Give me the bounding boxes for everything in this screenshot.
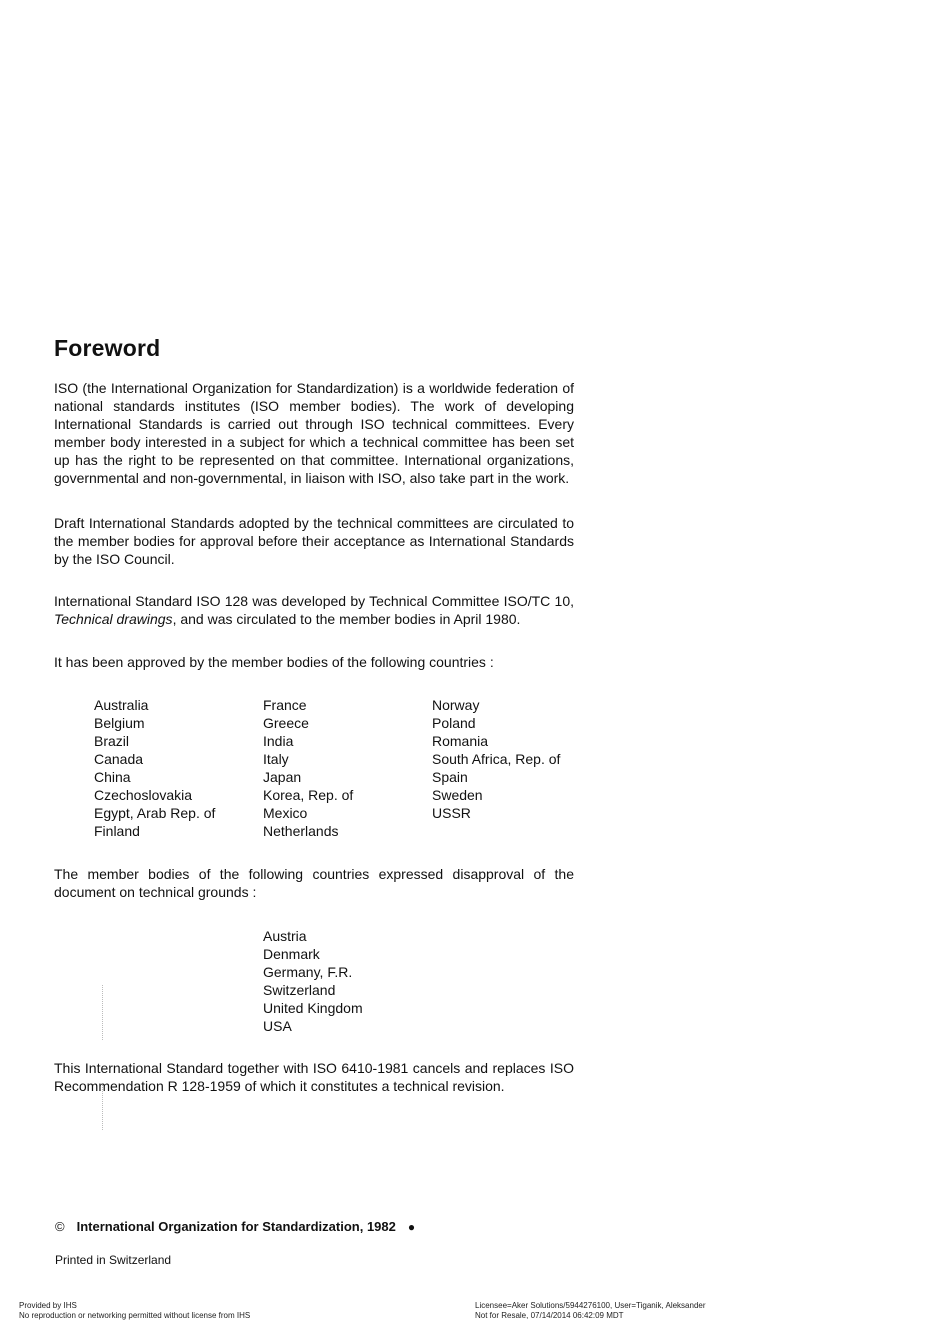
country-item: Denmark <box>263 946 320 962</box>
country-item: China <box>94 769 131 785</box>
copyright-text: International Organization for Standardization, 1982 <box>76 1219 396 1234</box>
country-item: Netherlands <box>263 823 339 839</box>
approval-paragraph: It has been approved by the member bodies of the following countries : <box>54 654 494 670</box>
bullet-icon: ● <box>407 1220 416 1234</box>
country-item: USA <box>263 1018 292 1034</box>
development-paragraph <box>54 592 574 628</box>
footer-resale-line: Not for Resale, 07/14/2014 06:42:09 MDT <box>475 1311 624 1320</box>
draft-standards-paragraph: Draft International Standards adopted by the technical committees are circulated to the member bodies for approval before their acceptance as International Standards by the ISO Council. <box>54 515 574 567</box>
country-item: Italy <box>263 751 289 767</box>
footer-licensee-line: Licensee=Aker Solutions/5944276100, User=Tiganik, Aleksander <box>475 1301 706 1310</box>
country-item: Norway <box>432 697 480 713</box>
footer-licensee <box>475 1301 706 1321</box>
footer-provider <box>19 1301 250 1321</box>
country-item: Germany, F.R. <box>263 964 353 980</box>
intro-paragraph: ISO (the International Organization for Standardization) is a worldwide federation of national standards institutes (ISO member bodies). The work of developing International Standards is carried out through ISO technical committees. Every member body interested in a subject for which a technical committee has been set up has the right to be represented on that committee. International organizations, governmental and non-governmental, in liaison with ISO, also take part in the work. <box>54 380 574 486</box>
printed-location: Printed in Switzerland <box>55 1253 172 1267</box>
copyright-notice <box>55 1219 415 1234</box>
country-item: Japan <box>263 769 302 785</box>
copyright-symbol: © <box>55 1219 65 1234</box>
disapproval-paragraph: The member bodies of the following countries expressed disapproval of the document on technical grounds : <box>54 866 574 900</box>
country-item: Austria <box>263 928 307 944</box>
country-item: Spain <box>432 769 468 785</box>
country-item: Sweden <box>432 787 483 803</box>
country-item: Finland <box>94 823 140 839</box>
committee-name: Technical drawings <box>54 611 173 627</box>
scan-artifact <box>102 985 103 1040</box>
approving-countries-column-2 <box>263 696 353 840</box>
country-item: Australia <box>94 697 149 713</box>
country-item: Switzerland <box>263 982 336 998</box>
country-item: Czechoslovakia <box>94 787 193 803</box>
country-item: Mexico <box>263 805 308 821</box>
footer-license-line: No reproduction or networking permitted without license from IHS <box>19 1311 251 1320</box>
development-text-end: , and was circulated to the member bodies in April 1980. <box>172 611 521 627</box>
country-item: Canada <box>94 751 144 767</box>
development-text-start: International Standard ISO 128 was developed by Technical Committee ISO/TC 10, <box>54 593 574 609</box>
country-item: India <box>263 733 294 749</box>
country-item: Romania <box>432 733 489 749</box>
approving-countries-column-1 <box>94 696 215 840</box>
approving-countries-column-3 <box>432 696 560 822</box>
revision-paragraph: This International Standard together with ISO 6410-1981 cancels and replaces ISO Recommendation R 128-1959 of which it constitutes a technical revision. <box>54 1060 574 1094</box>
country-item: Egypt, Arab Rep. of <box>94 805 216 821</box>
country-item: USSR <box>432 805 471 821</box>
disapproving-countries-list <box>263 927 363 1035</box>
page-title: Foreword <box>54 335 161 361</box>
country-item: Greece <box>263 715 309 731</box>
country-item: South Africa, Rep. of <box>432 751 561 767</box>
country-item: Poland <box>432 715 476 731</box>
footer-provider-line: Provided by IHS <box>19 1301 77 1310</box>
country-item: Brazil <box>94 733 130 749</box>
country-item: France <box>263 697 307 713</box>
country-item: Korea, Rep. of <box>263 787 354 803</box>
country-item: Belgium <box>94 715 145 731</box>
country-item: United Kingdom <box>263 1000 363 1016</box>
